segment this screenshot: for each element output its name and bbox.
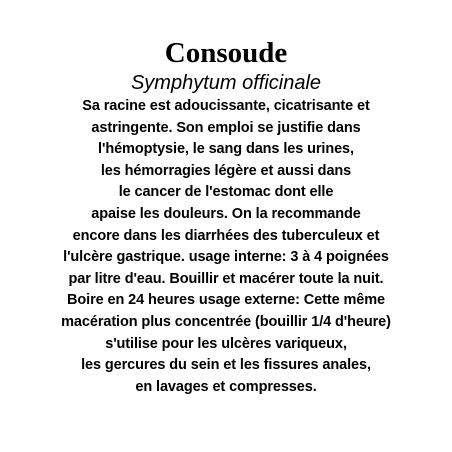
body-line: le cancer de l'estomac dont elle: [118, 184, 334, 201]
page-title: Consoude: [164, 37, 288, 69]
body-line: Boire en 24 heures usage externe: Cette même: [67, 292, 385, 309]
body-line: apaise les douleurs. On la recommande: [91, 205, 361, 222]
body-line: macération plus concentrée (bouillir 1/4 d'heure): [61, 313, 391, 330]
body-line: l'hémoptysie, le sang dans les urines,: [98, 141, 354, 158]
scientific-name: Symphytum officinale: [130, 72, 322, 94]
body-line: par litre d'eau. Bouillir et macérer toute la nuit.: [68, 270, 384, 287]
body-line: s'utilise pour les ulcères variqueux,: [105, 335, 347, 352]
description-body: [0, 96, 452, 398]
body-line: astringente. Son emploi se justifie dans: [91, 119, 361, 136]
body-line: l'ulcère gastrique. usage interne: 3 à 4 poignées: [63, 249, 389, 266]
body-line: les hémorragies légère et aussi dans: [100, 162, 352, 179]
body-line: encore dans les diarrhées des tuberculeux et: [72, 227, 380, 244]
body-line: Sa racine est adoucissante, cicatrisante et: [82, 98, 370, 114]
body-line: en lavages et compresses.: [135, 378, 317, 395]
body-line: les gercures du sein et les fissures anales,: [81, 357, 371, 374]
